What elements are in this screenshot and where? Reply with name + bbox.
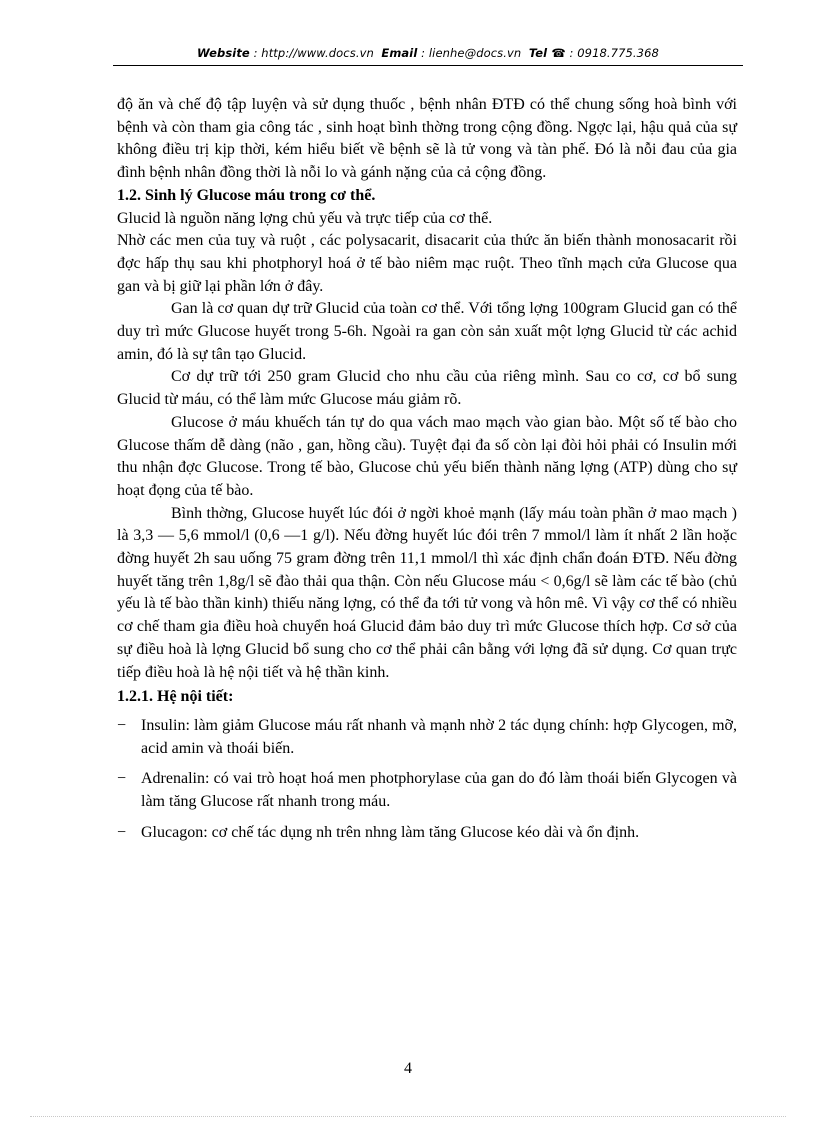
website-label: Website bbox=[197, 46, 250, 60]
body-text bbox=[117, 94, 737, 853]
list-item bbox=[117, 715, 737, 760]
page-header bbox=[113, 46, 743, 60]
paragraph-6: Glucose ở máu khuếch tán tự do qua vách mao mạch vào gian bào. Một số tế bào cho Glucose thấm dễ dàng (não , gan, hồng cầu). Tuyệt đại đa số còn lại đòi hỏi phải có Insulin mới thu nhận đợc Glucose. Trong tế bào, Glucose chủ yếu biến thành năng lợng (ATP) dùng cho sự hoạt đọng của tế bào. bbox=[117, 413, 737, 499]
hormone-list bbox=[117, 715, 737, 845]
list-item-text: Adrenalin: có vai trò hoạt hoá men photphorylase của gan do đó làm thoái biến Glycogen và làm tăng Glucose rất nhanh trong máu. bbox=[141, 770, 737, 811]
dash-bullet: − bbox=[117, 716, 127, 734]
paragraph-2: Glucid là nguồn năng lợng chủ yếu và trực tiếp của cơ thể. bbox=[117, 209, 493, 227]
email-value: : lienhe@docs.vn bbox=[421, 46, 522, 60]
dash-bullet: − bbox=[117, 770, 127, 788]
list-item bbox=[117, 768, 737, 813]
section-heading-1-2: 1.2. Sinh lý Glucose máu trong cơ thể. bbox=[117, 186, 376, 204]
website-value: : http://www.docs.vn bbox=[253, 46, 374, 60]
list-item-text: Glucagon: cơ chế tác dụng nh trên nhng làm tăng Glucose kéo dài và ổn định. bbox=[141, 823, 640, 841]
paragraph-5: Cơ dự trữ tới 250 gram Glucid cho nhu cầu của riêng mình. Sau co cơ, cơ bổ sung Glucid từ máu, có thể làm mức Glucose máu giảm rõ. bbox=[117, 368, 737, 409]
paragraph-1: độ ăn và chế độ tập luyện và sử dụng thuốc , bệnh nhân ĐTĐ có thể chung sống hoà bình với bệnh và còn tham gia công tác , sinh hoạt bình thờng trong cộng đồng. Ngợc lại, hậu quả của sự không điều trị kịp thời, kém hiểu biết về bệnh sẽ là tử vong và tàn phế. Đó là nỗi đau của gia đình bệnh nhân đồng thời là nỗi lo và gánh nặng của cả cộng đồng. bbox=[117, 96, 737, 182]
dash-bullet: − bbox=[117, 823, 127, 841]
footer-divider bbox=[30, 1116, 786, 1117]
section-heading-1-2-1: 1.2.1. Hệ nội tiết: bbox=[117, 688, 234, 706]
tel-value: : 0918.775.368 bbox=[569, 46, 659, 60]
list-item-text: Insulin: làm giảm Glucose máu rất nhanh và mạnh nhờ 2 tác dụng chính: hợp Glycogen, mỡ, acid amin và thoái biến. bbox=[141, 716, 737, 757]
paragraph-7: Bình thờng, Glucose huyết lúc đói ở ngời khoẻ mạnh (lấy máu toàn phần ở mao mạch ) là 3,3 — 5,6 mmol/l (0,6 —1 g/l). Nếu đờng huyết lúc đói trên 7 mmol/l làm ít nhất 2 lần hoặc đờng huyết 2h sau uống 75 gram đờng trên 11,1 mmol/l thì xác định chẩn đoán ĐTĐ. Nếu đờng huyết tăng trên 1,8g/l sẽ đào thải qua thận. Còn nếu Glucose máu < 0,6g/l sẽ làm các tế bào (chủ yếu là tế bào thần kinh) thiếu năng lợng, có thể đa tới tử vong và hôn mê. Vì vậy cơ thể có nhiều cơ chế tham gia điều hoà chuyển hoá Glucid đảm bảo duy trì mức Glucose thích hợp. Cơ sở của sự điều hoà là lợng Glucid bổ sung cho cơ thể phải cân bằng với lợng đã sử dụng. Cơ quan trực tiếp điều hoà là hệ nội tiết và hệ thần kinh. bbox=[117, 504, 737, 681]
paragraph-4: Gan là cơ quan dự trữ Glucid của toàn cơ thể. Với tổng lợng 100gram Glucid gan có thể duy trì mức Glucose huyết trong 5-6h. Ngoài ra gan còn sản xuất một lợng Glucid từ các achid amin, đó là sự tân tạo Glucid. bbox=[117, 300, 737, 363]
paragraph-3: Nhờ các men của tuỵ và ruột , các polysacarit, disacarit của thức ăn biến thành monosacarit rồi đợc hấp thụ sau khi photphoryl hoá ở tế bào niêm mạc ruột. Theo tĩnh mạch cửa Glucose qua gan và bị giữ lại phần lớn ở đây. bbox=[117, 232, 737, 295]
email-label: Email bbox=[381, 46, 418, 60]
tel-label: Tel ☎ bbox=[528, 46, 566, 60]
header-divider bbox=[113, 65, 743, 66]
list-item bbox=[117, 822, 737, 845]
page-number: 4 bbox=[404, 1060, 412, 1077]
